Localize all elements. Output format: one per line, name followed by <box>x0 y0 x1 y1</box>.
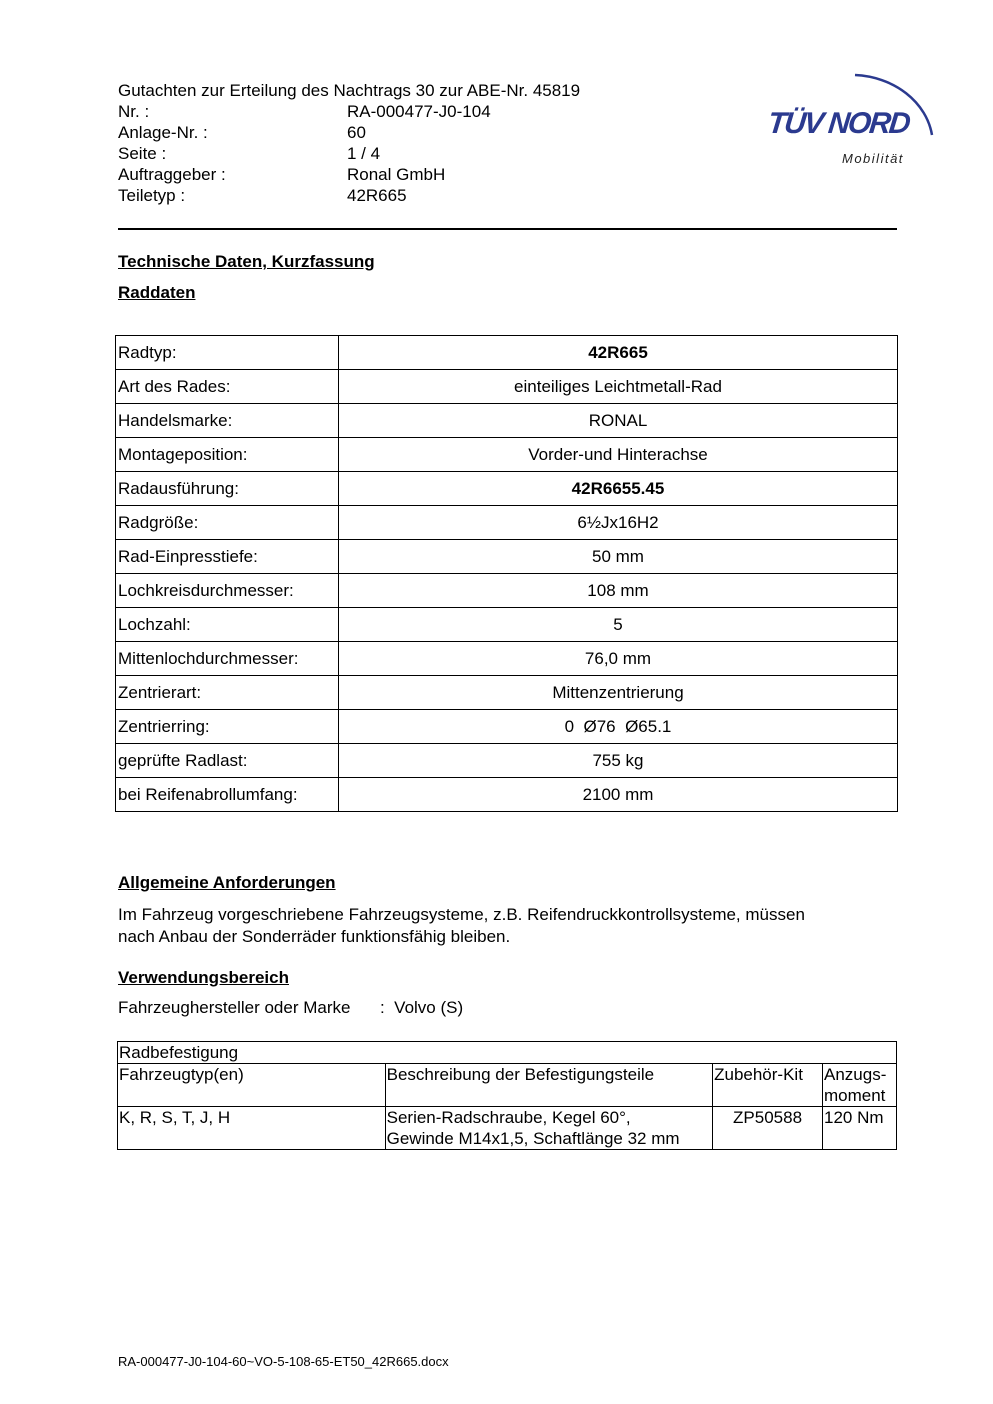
row-value: 755 kg <box>339 744 898 778</box>
table-title: Radbefestigung <box>118 1042 897 1064</box>
header-value: 1 / 4 <box>347 144 381 163</box>
header-value: RA-000477-J0-104 <box>347 102 491 121</box>
header-cell: Fahrzeugtyp(en) <box>118 1064 386 1107</box>
row-value: 6½Jx16H2 <box>339 506 898 540</box>
row-value: RONAL <box>339 404 898 438</box>
header-key: Anlage-Nr. : <box>118 123 208 142</box>
row-label: Lochkreisdurchmesser: <box>116 574 339 608</box>
table-row <box>116 642 898 676</box>
section-title-tech: Technische Daten, Kurzfassung <box>118 252 375 271</box>
row-label: Zentrierart: <box>116 676 339 710</box>
table-row <box>116 506 898 540</box>
row-label: Art des Rades: <box>116 370 339 404</box>
header-cell <box>823 1064 897 1107</box>
logo-name: TÜV NORD <box>766 107 911 140</box>
row-label: Rad-Einpresstiefe: <box>116 540 339 574</box>
row-value: 108 mm <box>339 574 898 608</box>
row-value: Vorder-und Hinterachse <box>339 438 898 472</box>
befestigung-table <box>117 1041 897 1150</box>
row-label: Radausführung: <box>116 472 339 506</box>
header-row-teiletyp <box>118 185 678 206</box>
cell-kit: ZP50588 <box>713 1107 823 1150</box>
table-row <box>116 336 898 370</box>
header-line: Anzugs- <box>824 1065 887 1084</box>
cell-beschreibung <box>385 1107 712 1150</box>
row-value: einteiliges Leichtmetall-Rad <box>339 370 898 404</box>
header-row-auftraggeber <box>118 164 678 185</box>
row-label: Radgröße: <box>116 506 339 540</box>
paragraph-line: Im Fahrzeug vorgeschriebene Fahrzeugsysteme, z.B. Reifendruckkontrollsysteme, müssen <box>118 905 805 924</box>
header-row-seite <box>118 143 678 164</box>
table-row <box>118 1107 897 1150</box>
table-row <box>116 608 898 642</box>
document-title: Gutachten zur Erteilung des Nachtrags 30 zur ABE-Nr. 45819 <box>118 81 581 100</box>
table-row <box>116 744 898 778</box>
table-row <box>116 778 898 812</box>
row-value: 42R6655.45 <box>339 472 898 506</box>
cell-typ: K, R, S, T, J, H <box>118 1107 386 1150</box>
paragraph-line: nach Anbau der Sonderräder funktionsfähig bleiben. <box>118 927 511 946</box>
tuv-nord-logo <box>760 55 945 175</box>
table-row <box>116 404 898 438</box>
header-key: Seite : <box>118 144 167 163</box>
header-row-anlage <box>118 122 678 143</box>
table-row <box>116 540 898 574</box>
row-label: Montageposition: <box>116 438 339 472</box>
row-label: Mittenlochdurchmesser: <box>116 642 339 676</box>
section-title-verwendung: Verwendungsbereich <box>118 968 289 987</box>
table-row <box>116 710 898 744</box>
table-row <box>116 438 898 472</box>
usage-value: : Volvo (S) <box>380 998 464 1017</box>
row-value: 5 <box>339 608 898 642</box>
row-value: 76,0 mm <box>339 642 898 676</box>
logo-subtitle: Mobilität <box>842 151 904 166</box>
header-value: 42R665 <box>347 186 407 205</box>
header-row-nr <box>118 101 678 122</box>
row-value: 50 mm <box>339 540 898 574</box>
table-title-row <box>118 1042 897 1064</box>
table-row <box>116 574 898 608</box>
header-cell: Zubehör-Kit <box>713 1064 823 1107</box>
header-key: Auftraggeber : <box>118 165 226 184</box>
row-label: Handelsmarke: <box>116 404 339 438</box>
cell-moment: 120 Nm <box>823 1107 897 1150</box>
cell-line: Serien-Radschraube, Kegel 60°, <box>386 1108 631 1127</box>
document-header <box>118 80 678 206</box>
footer-filename: RA-000477-J0-104-60~VO-5-108-65-ET50_42R665.docx <box>118 1354 449 1369</box>
section-title-allgemein: Allgemeine Anforderungen <box>118 873 336 892</box>
header-value: 60 <box>347 123 366 142</box>
row-value: 42R665 <box>339 336 898 370</box>
header-value: Ronal GmbH <box>347 165 446 184</box>
row-value: Mittenzentrierung <box>339 676 898 710</box>
raddaten-table <box>115 335 898 812</box>
row-label: geprüfte Radlast: <box>116 744 339 778</box>
usage-key: Fahrzeughersteller oder Marke <box>118 998 351 1017</box>
table-header-row <box>118 1064 897 1107</box>
header-key: Nr. : <box>118 102 150 121</box>
table-row <box>116 676 898 710</box>
cell-line: Gewinde M14x1,5, Schaftlänge 32 mm <box>386 1129 680 1148</box>
header-divider <box>118 228 897 230</box>
row-label: Lochzahl: <box>116 608 339 642</box>
header-cell: Beschreibung der Befestigungsteile <box>385 1064 712 1107</box>
row-label: bei Reifenabrollumfang: <box>116 778 339 812</box>
table-row <box>116 472 898 506</box>
usage-line <box>118 998 463 1018</box>
row-label: Radtyp: <box>116 336 339 370</box>
allgemein-paragraph <box>118 904 898 948</box>
header-key: Teiletyp : <box>118 186 186 205</box>
row-label: Zentrierring: <box>116 710 339 744</box>
row-value: 2100 mm <box>339 778 898 812</box>
section-title-raddaten: Raddaten <box>118 283 196 302</box>
table-row <box>116 370 898 404</box>
header-line: moment <box>824 1086 886 1105</box>
row-value: 0 Ø76 Ø65.1 <box>339 710 898 744</box>
